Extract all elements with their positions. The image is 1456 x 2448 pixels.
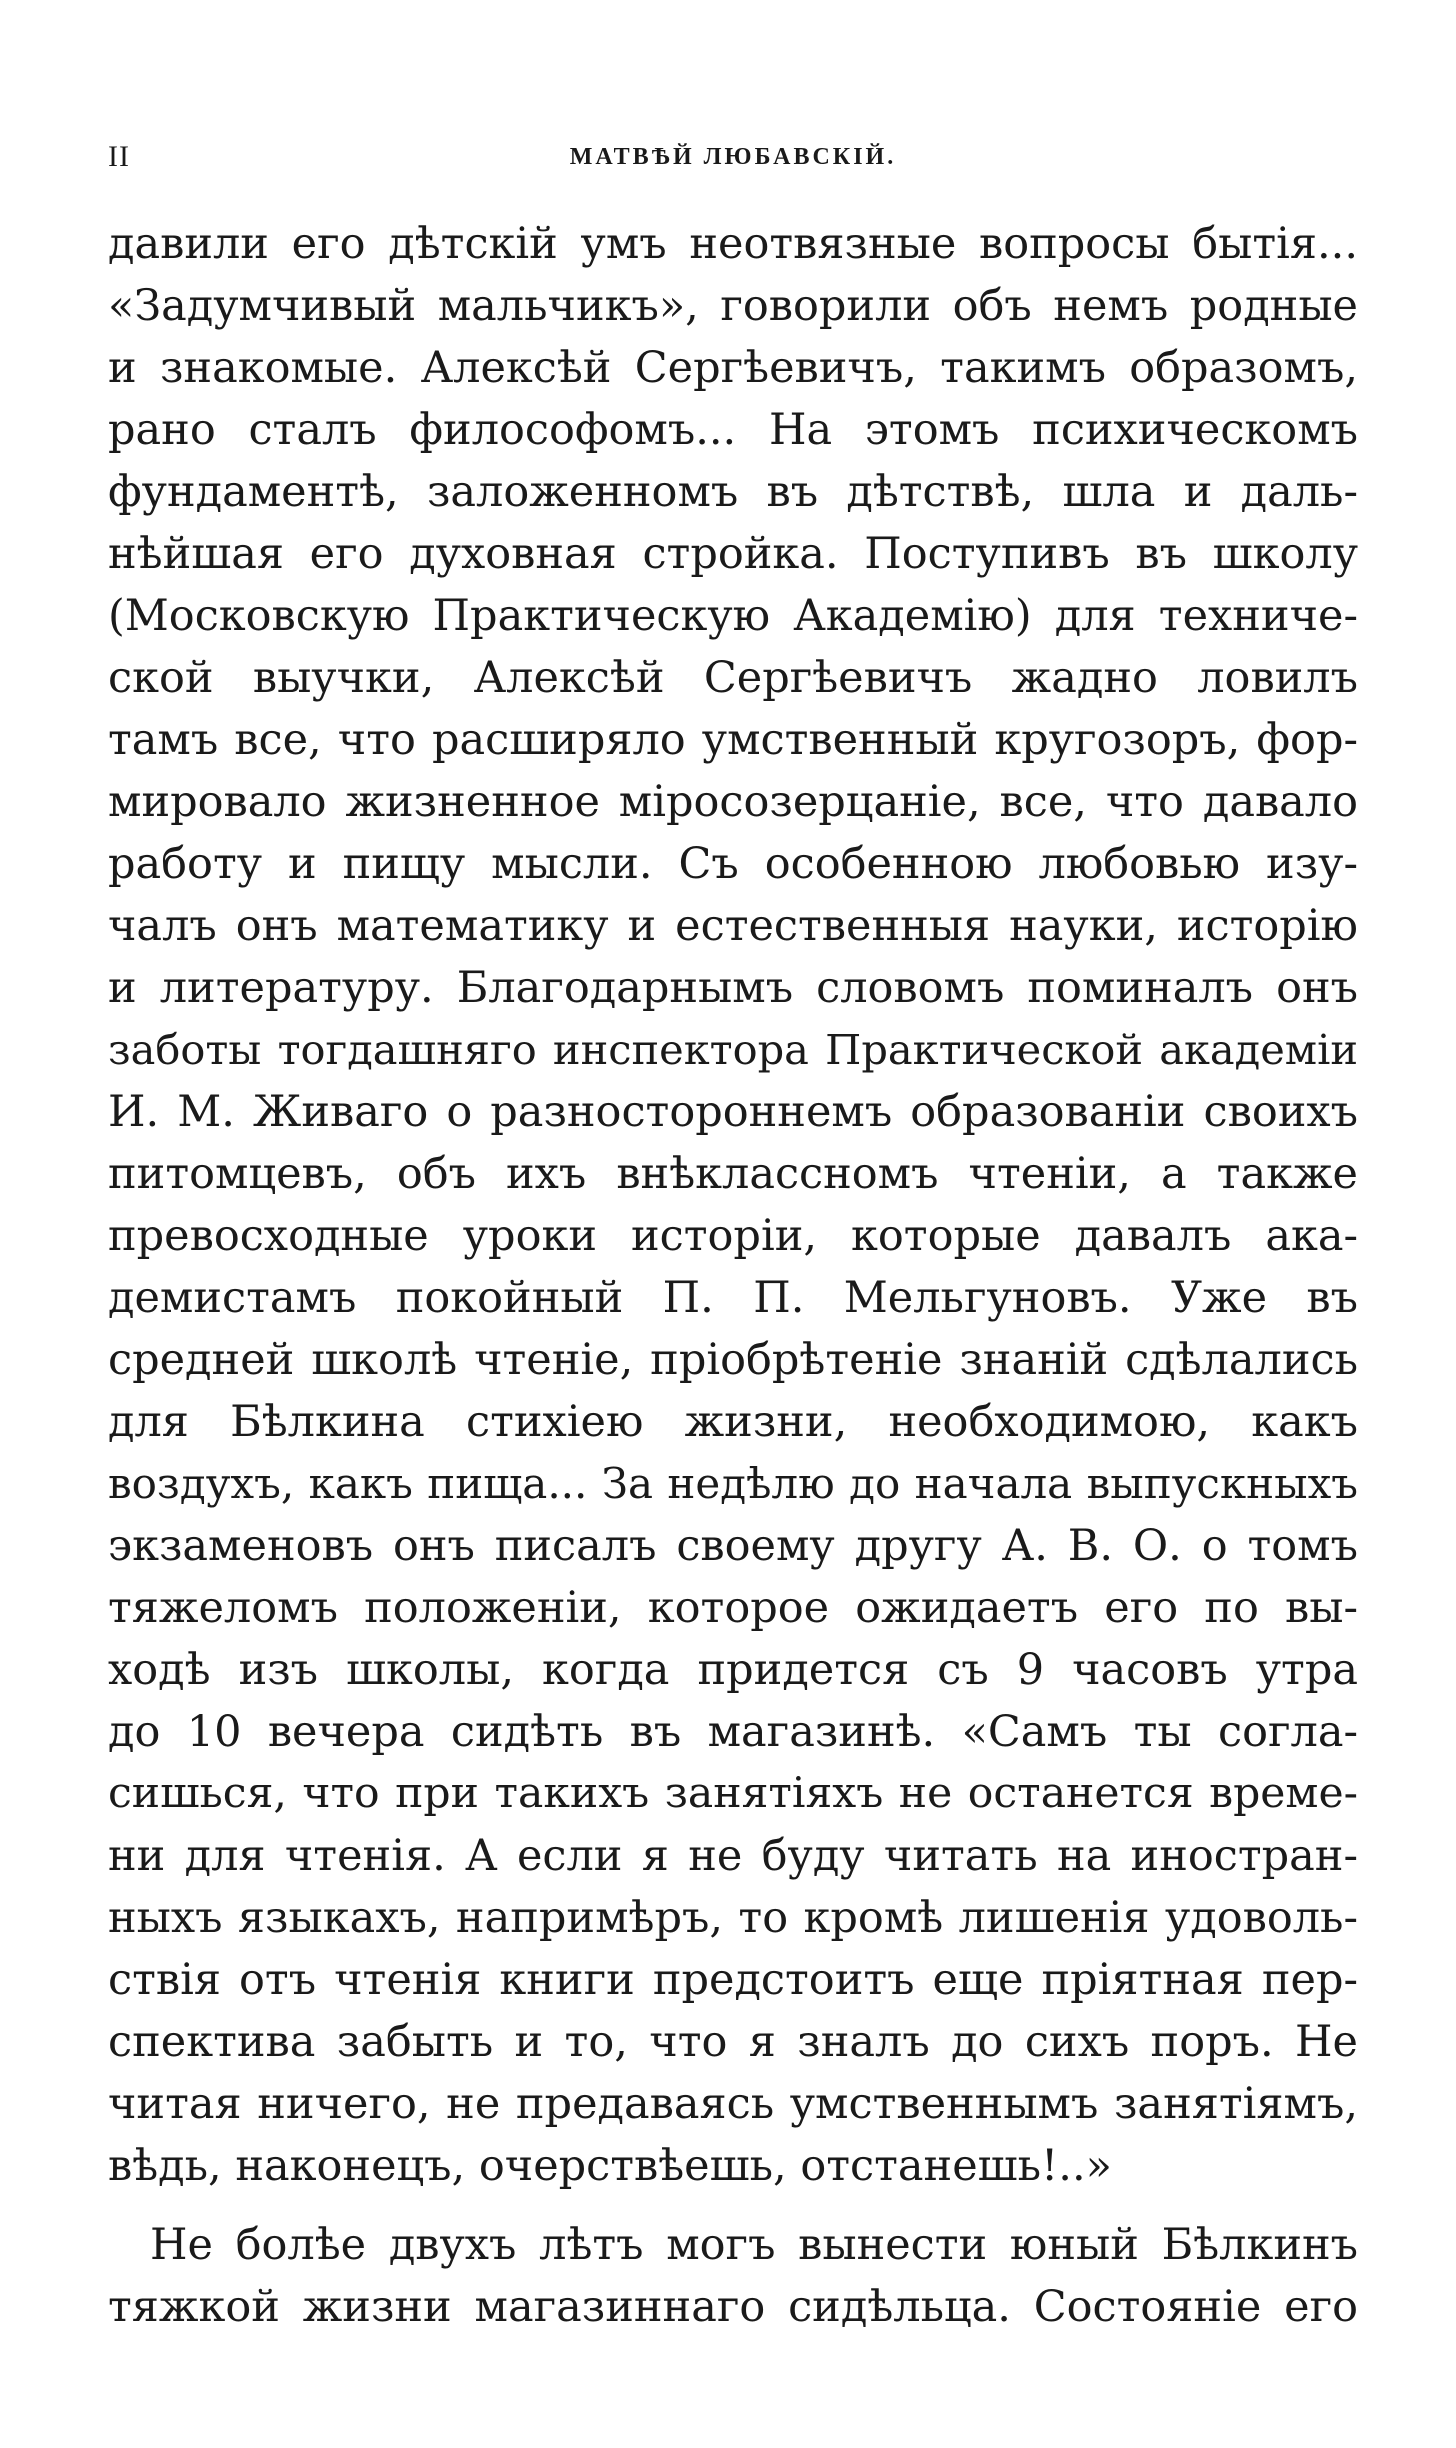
running-head: [108, 140, 1358, 180]
text-line: ходѣ изъ школы, когда придется съ 9 часовъ утра: [108, 1645, 1358, 1695]
text-line: заботы тогдашняго инспектора Практической академіи: [108, 1025, 1358, 1074]
text-line: вѣдь, наконецъ, очерствѣешь, отстанешь!..»: [108, 2141, 1112, 2191]
text-line: спектива забыть и то, что я зналъ до сихъ поръ. Не: [108, 2017, 1358, 2067]
text-line: «Задумчивый мальчикъ», говорили объ немъ родные: [108, 281, 1358, 331]
body-text: [108, 213, 1358, 2338]
text-line: ской выучки, Алексѣй Сергѣевичъ жадно ловилъ: [108, 653, 1358, 703]
text-line: И. М. Живаго о разностороннемъ образованіи своихъ: [108, 1087, 1358, 1137]
text-line: фундаментѣ, заложенномъ въ дѣтствѣ, шла и даль-: [108, 467, 1358, 517]
text-line: нѣйшая его духовная стройка. Поступивъ въ школу: [108, 529, 1358, 579]
text-line: сишься, что при такихъ занятіяхъ не останется време-: [108, 1769, 1358, 1818]
text-line: и знакомые. Алексѣй Сергѣевичъ, такимъ образомъ,: [108, 343, 1358, 393]
paragraph-gap: [108, 2197, 1358, 2214]
text-line: средней школѣ чтеніе, пріобрѣтеніе знаній сдѣлались: [108, 1335, 1358, 1385]
text-line: (Московскую Практическую Академію) для техниче-: [108, 591, 1358, 641]
text-line: и литературу. Благодарнымъ словомъ поминалъ онъ: [108, 963, 1358, 1013]
text-line: тамъ все, что расширяло умственный кругозоръ, фор-: [108, 715, 1358, 765]
text-line: тяжкой жизни магазиннаго сидѣльца. Состояніе его: [108, 2282, 1358, 2332]
text-line: рано сталъ философомъ... На этомъ психическомъ: [108, 405, 1358, 455]
text-line: воздухъ, какъ пища... За недѣлю до начала выпускныхъ: [108, 1459, 1358, 1508]
text-line: читая ничего, не предаваясь умственнымъ занятіямъ,: [108, 2079, 1358, 2129]
text-line: тяжеломъ положеніи, которое ожидаетъ его по вы-: [108, 1583, 1358, 1633]
text-line: до 10 вечера сидѣть въ магазинѣ. «Самъ ты согла-: [108, 1707, 1358, 1757]
paragraph: [108, 213, 1358, 2197]
text-line: экзаменовъ онъ писалъ своему другу А. В. О. о томъ: [108, 1521, 1358, 1571]
text-line: чалъ онъ математику и естественныя науки, исторію: [108, 901, 1358, 951]
page-number: II: [108, 140, 130, 173]
text-line: мировало жизненное міросозерцаніе, все, что давало: [108, 777, 1358, 827]
text-line: ныхъ языкахъ, напримѣръ, то кромѣ лишенія удоволь-: [108, 1893, 1358, 1943]
text-line: давили его дѣтскій умъ неотвязные вопросы бытія...: [108, 219, 1358, 269]
text-line: питомцевъ, объ ихъ внѣклассномъ чтеніи, а также: [108, 1149, 1358, 1199]
paragraph: [108, 2214, 1358, 2338]
text-line: работу и пищу мысли. Съ особенною любовью изу-: [108, 839, 1358, 889]
text-line: ствія отъ чтенія книги предстоитъ еще пріятная пер-: [108, 1955, 1358, 2005]
text-line: для Бѣлкина стихіею жизни, необходимою, какъ: [108, 1397, 1358, 1447]
running-title: МАТВѢЙ ЛЮБАВСКІЙ.: [569, 144, 897, 170]
text-line: ни для чтенія. А если я не буду читать на иностран-: [108, 1831, 1358, 1881]
text-line: демистамъ покойный П. П. Мельгуновъ. Уже въ: [108, 1273, 1358, 1323]
text-line: превосходные уроки исторіи, которые давалъ ака-: [108, 1211, 1358, 1261]
text-line: Не болѣе двухъ лѣтъ могъ вынести юный Бѣлкинъ: [150, 2220, 1358, 2270]
